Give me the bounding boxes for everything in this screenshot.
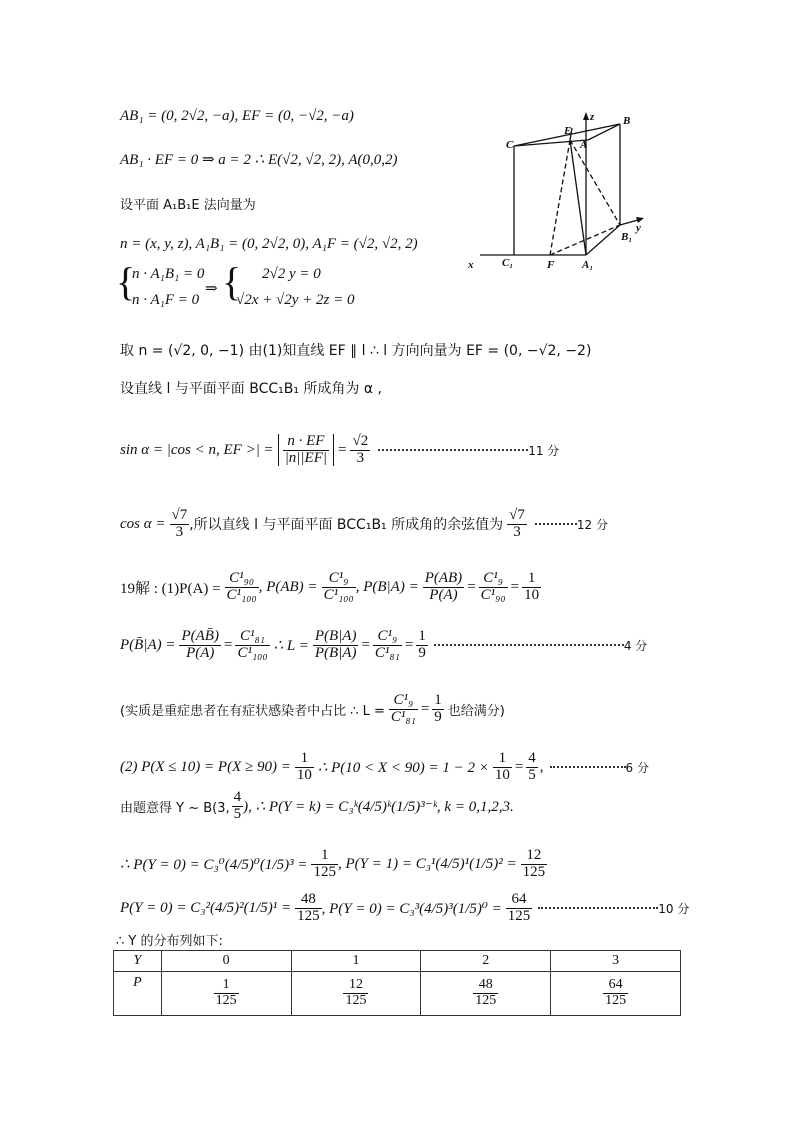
label-x: x	[468, 259, 474, 271]
p19-l1a: 19解 : (1)P(A) =	[120, 580, 221, 597]
g4-num: C¹₉	[373, 629, 402, 646]
frac-f2	[322, 571, 356, 604]
frac-k2	[493, 751, 512, 784]
n3-den: 125	[297, 907, 320, 924]
f3-den: P(A)	[429, 586, 458, 603]
f2-num: C¹₉	[322, 571, 356, 588]
g2-den: C¹₁₀₀	[237, 644, 268, 661]
eq-sign-1: =	[467, 578, 476, 595]
label-c: C	[506, 139, 514, 151]
g5-num: 1	[418, 627, 426, 644]
table-cell	[421, 972, 551, 1016]
line-dot-product: AB₁ · EF = 0 ⇒ a = 2 ∴ E(√2, √2, 2), A(0,0,2)	[120, 152, 398, 168]
label-a: A	[580, 139, 588, 151]
cell-num: 1	[214, 978, 239, 994]
frac-g4	[373, 629, 402, 662]
table-header-cell: 3	[551, 951, 681, 972]
table-header-cell: 1	[291, 951, 421, 972]
line-angle-alpha: 设直线 l 与平面平面 BCC₁B₁ 所成角为 α ,	[120, 381, 383, 397]
p19-l7a: P(Y = 0) = C₃²(4/5)²(1/5)¹ =	[120, 899, 292, 916]
edge-ca	[514, 140, 588, 146]
score-12: 12 分	[576, 517, 608, 532]
cell-frac	[214, 978, 239, 1008]
cos-frac2	[507, 508, 527, 541]
cos-frac2-num: √7	[509, 506, 525, 523]
label-f: F	[547, 259, 555, 271]
p19-l6b: , P(Y = 1) = C₃¹(4/5)¹(1/5)² =	[337, 855, 517, 872]
system-eq1: n · A₁B₁ = 0	[132, 266, 205, 282]
n4-den: 125	[507, 907, 531, 924]
dot-leader-10	[538, 907, 658, 909]
table-cell	[291, 972, 421, 1016]
sin-alpha-lhs: sin α = |cos < n, EF >| =	[120, 441, 274, 458]
n2-den: 125	[522, 863, 546, 880]
cell-den: 125	[605, 993, 627, 1008]
m1-den: 5	[233, 805, 242, 822]
p19-l5b: ), ∴ P(Y = k) = C₃ᵏ(4/5)ᵏ(1/5)³⁻ᵏ, k = 0,1,2,3.	[243, 798, 514, 815]
p19-l4b: ∴ P(10 < X < 90) = 1 − 2 ×	[317, 759, 489, 776]
dot-leader-11	[378, 449, 528, 451]
f3-num: P(AB)	[424, 569, 463, 586]
edge-ab	[588, 124, 620, 140]
z-arrow	[583, 112, 589, 120]
table-header-cell: 2	[421, 951, 551, 972]
eq-sign-2: =	[510, 578, 520, 595]
line-normal-vector-intro: 设平面 A₁B₁E 法向量为	[120, 198, 256, 213]
n2-num: 12	[521, 848, 548, 865]
p19-l7b: , P(Y = 0) = C₃³(4/5)³(1/5)⁰ =	[321, 900, 502, 917]
n1-den: 125	[313, 863, 336, 880]
frac-h2	[432, 693, 444, 726]
table-header-cell: Y	[114, 951, 162, 972]
f5-num: 1	[522, 571, 541, 588]
n4-num: 64	[506, 892, 533, 909]
frac-g1	[179, 629, 220, 662]
h1-num: C¹₉	[389, 693, 418, 710]
dot-leader-12	[535, 523, 577, 525]
system-eq4: √2x + √2y + 2z = 0	[236, 292, 355, 308]
cell-frac	[343, 978, 368, 1008]
f4-den: C¹₉₀	[480, 586, 506, 603]
implies-arrow: ⇒	[205, 281, 218, 297]
g2-num: C¹₈₁	[235, 629, 269, 646]
sin-alpha-formula	[120, 420, 559, 480]
system-eq2: n · A₁F = 0	[132, 292, 200, 308]
sin-frac-num: n · EF	[283, 434, 329, 451]
dot-leader-6	[550, 766, 626, 768]
label-z: z	[590, 111, 595, 123]
n3-num: 48	[295, 892, 322, 909]
h1-den: C¹₈₁	[390, 708, 416, 725]
frac-n2	[521, 848, 548, 881]
k2-den: 10	[494, 766, 510, 783]
frac-g2	[235, 629, 269, 662]
sin-equals: =	[338, 441, 347, 458]
abs-bars	[278, 434, 334, 467]
f1-num: C¹₉₀	[225, 571, 259, 588]
cos-alpha-formula	[120, 502, 608, 546]
h2-num: 1	[434, 691, 442, 708]
g1-den: P(A)	[186, 644, 215, 661]
prism-figure	[460, 100, 680, 275]
k2-num: 1	[493, 751, 512, 768]
table-cell	[161, 972, 291, 1016]
n1-num: 1	[311, 848, 338, 865]
label-a1: A₁	[582, 259, 594, 271]
f2-den: C¹₁₀₀	[323, 586, 354, 603]
frac-n4	[506, 892, 533, 925]
line-vectors: n = (x, y, z), A₁B₁ = (0, 2√2, 0), A₁F = (√2, √2, 2)	[120, 236, 418, 252]
frac-k1	[295, 751, 314, 784]
f4-num: C¹₉	[479, 571, 508, 588]
sin-value-den: 3	[356, 449, 365, 466]
comma: ,	[539, 758, 544, 775]
table-row-label: P	[114, 972, 162, 1016]
p19-l3a: (实质是重症患者在有症状感染者中占比 ∴ L =	[120, 703, 385, 719]
frac-f3	[423, 571, 464, 604]
eq-sign-5: =	[404, 636, 414, 653]
sin-frac-den: |n||EF|	[284, 449, 328, 466]
eq-sign-4: =	[361, 636, 370, 653]
cos-frac2-den: 3	[513, 523, 521, 540]
line-19-5	[120, 784, 514, 828]
line-take-n: 取 n = (√2, 0, −1) 由(1)知直线 EF ∥ l ∴ l 方向向量为 EF = (0, −√2, −2)	[120, 343, 592, 359]
cos-alpha-lhs: cos α =	[120, 515, 166, 532]
f5-den: 10	[524, 586, 540, 603]
cell-frac	[473, 978, 498, 1008]
label-b: B	[623, 115, 631, 127]
g3-den: P(B̄|A)	[314, 644, 357, 661]
frac-f4	[479, 571, 508, 604]
label-b1: B₁	[621, 231, 633, 243]
frac-n3	[295, 892, 322, 925]
p19-l2a: P(B̄|A) =	[120, 636, 176, 653]
cell-den: 125	[345, 993, 367, 1008]
sin-value-num: √2	[352, 432, 369, 449]
eq-sign-3: =	[223, 636, 233, 653]
k3-den: 5	[528, 766, 536, 783]
p19-l4c: =	[514, 758, 524, 775]
g5-den: 9	[418, 644, 426, 661]
score-6: 6 分	[625, 760, 649, 775]
k3-num: 4	[528, 749, 536, 766]
p19-l2b: ∴ L =	[273, 637, 309, 654]
frac-n1	[311, 848, 338, 881]
p19-l5a: 由题意得 Y ~ B(3,	[120, 800, 230, 816]
p19-l1b: , P(AB) =	[258, 578, 318, 595]
label-y: y	[636, 222, 641, 234]
line-ef	[550, 140, 570, 255]
cell-num: 48	[473, 978, 498, 994]
p19-l4a: (2) P(X ≤ 10) = P(X ≥ 90) =	[120, 758, 291, 775]
k1-den: 10	[296, 766, 312, 783]
table-header-row	[114, 951, 681, 972]
table-header-cell: 0	[161, 951, 291, 972]
system-eq3: 2√2 y = 0	[262, 266, 321, 282]
f1-den: C¹₁₀₀	[226, 586, 257, 603]
g1-num: P(AB̄)	[181, 627, 219, 644]
label-c1: C₁	[502, 257, 514, 269]
system-brace-right: {	[222, 259, 242, 304]
label-e: E	[564, 125, 572, 137]
cell-num: 64	[603, 978, 628, 994]
k1-num: 1	[295, 751, 314, 768]
line-19-2	[120, 620, 647, 670]
p19-l6a: ∴ P(Y = 0) = C₃⁰(4/5)⁰(1/5)³ =	[120, 856, 308, 873]
cell-den: 125	[215, 993, 237, 1008]
p19-l1c: , P(B|A) =	[355, 578, 419, 595]
sin-alpha-frac	[283, 434, 329, 467]
frac-m1	[232, 790, 244, 823]
frac-g5	[416, 629, 428, 662]
cell-den: 125	[475, 993, 497, 1008]
dot-leader-4	[434, 644, 624, 646]
cos-conclusion: ,所以直线 l 与平面平面 BCC₁B₁ 所成角的余弦值为	[189, 517, 504, 533]
frac-h1	[389, 693, 418, 726]
distribution-intro: ∴ Y 的分布列如下:	[116, 934, 223, 949]
line-19-6	[120, 842, 547, 886]
cos-frac	[170, 508, 190, 541]
line-19-7	[120, 886, 689, 930]
line-ab1-ef: AB₁ = (0, 2√2, −a), EF = (0, −√2, −a)	[120, 108, 354, 124]
cell-frac	[603, 978, 628, 1008]
h2-den: 9	[434, 708, 442, 725]
p19-l3b: 也给满分)	[447, 703, 505, 719]
line-19-3	[120, 686, 505, 732]
line-19-1	[120, 562, 541, 612]
edge-a1b1	[586, 225, 620, 255]
table-cell	[551, 972, 681, 1016]
cos-frac-num: √7	[171, 506, 188, 523]
score-11: 11 分	[528, 443, 560, 458]
score-4: 4 分	[623, 638, 648, 653]
cell-num: 12	[343, 978, 368, 994]
m1-num: 4	[233, 788, 242, 805]
frac-k3	[526, 751, 538, 784]
frac-f5	[522, 571, 541, 604]
sin-value-frac	[350, 434, 370, 467]
frac-f1	[225, 571, 259, 604]
g3-num: P(B|A)	[314, 627, 357, 644]
cos-frac-den: 3	[175, 523, 184, 540]
eq-sign-6: =	[420, 700, 430, 717]
line-eb1	[570, 140, 620, 225]
score-10: 10 分	[658, 901, 690, 916]
table-row	[114, 972, 681, 1016]
distribution-table	[113, 950, 681, 1016]
system-brace-left: {	[116, 259, 136, 304]
frac-g3	[313, 629, 359, 662]
line-ea1	[570, 140, 586, 255]
g4-den: C¹₈₁	[374, 644, 400, 661]
